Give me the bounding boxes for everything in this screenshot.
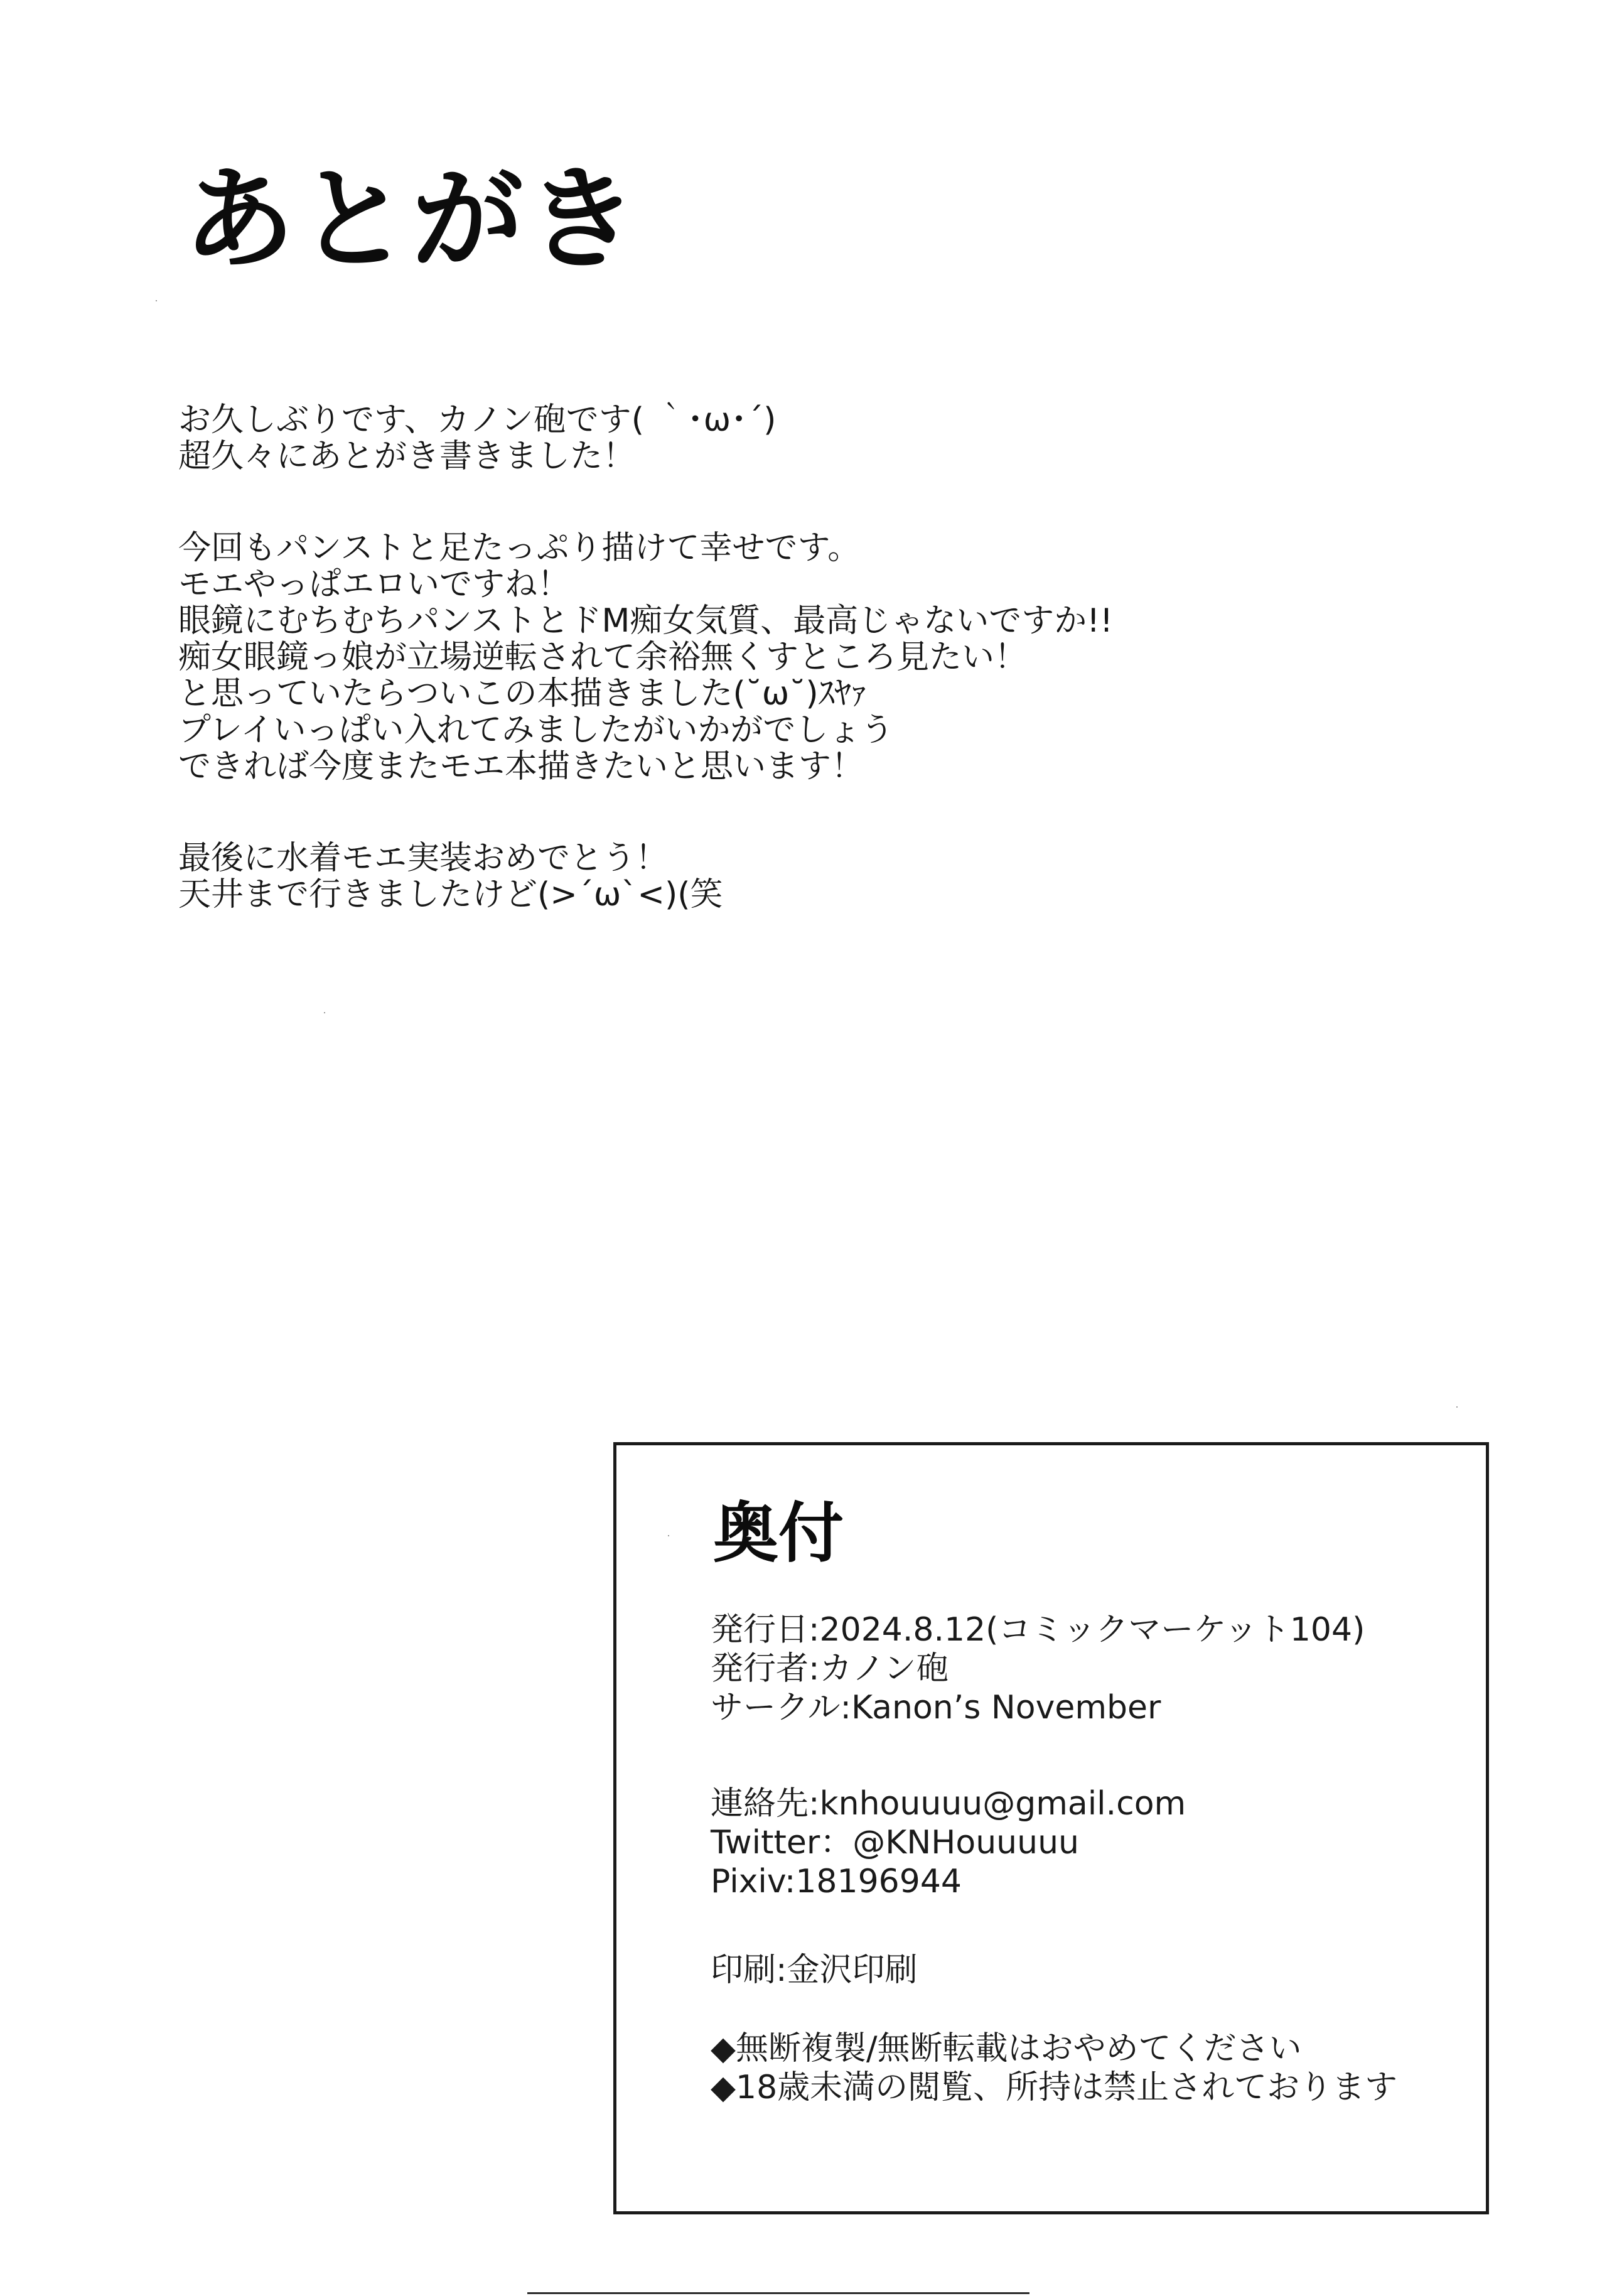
afterword-line: 天井まで行きましたけど(>´ω`<)(笑: [178, 876, 723, 914]
scan-speck: [156, 300, 157, 301]
colophon-title: 奥付: [713, 1495, 844, 1571]
colophon-printing: [711, 1951, 918, 1990]
publisher: 発行者:カノン砲: [711, 1650, 949, 1688]
colophon-contact-info: [711, 1784, 1186, 1901]
afterword-line: と思っていたらついこの本描きました(˘ω˘)ｽﾔｧ: [178, 675, 868, 713]
colophon-box: [613, 1442, 1489, 2214]
afterword-line: 痴女眼鏡っ娘が立場逆転されて余裕無くすところ見たい！: [178, 639, 1028, 676]
afterword-line: モエやっぱエロいですね！: [178, 566, 571, 603]
afterword-line: お久しぶりです、カノン砲です( ｀･ω･´): [178, 401, 777, 439]
afterword-line: できれば今度またモエ本描きたいと思います！: [178, 748, 864, 785]
bottom-rule: [527, 2292, 1029, 2294]
afterword-title: あとがき: [183, 154, 640, 284]
afterword-line: 超久々にあとがき書きました！: [178, 438, 636, 475]
afterword-paragraph-greeting: [178, 402, 1371, 475]
afterword-body: [178, 402, 1371, 968]
afterword-paragraph-closing: [178, 840, 1371, 913]
notice-no-reproduction: ◆無断複製/無断転載はおやめてください: [711, 2030, 1302, 2067]
printer: 印刷:金沢印刷: [711, 1951, 918, 1989]
pixiv-id: Pixiv:18196944: [711, 1863, 962, 1900]
afterword-line: 最後に水着モエ実装おめでとう！: [178, 839, 669, 877]
afterword-line: 眼鏡にむちむちパンストとドM痴女気質、最高じゃないですか!!: [178, 602, 1113, 640]
contact-email: 連絡先:knhouuuu@gmail.com: [711, 1785, 1186, 1823]
afterword-paragraph-main: [178, 530, 1371, 785]
twitter-handle: Twitter：@KNHouuuuu: [711, 1824, 1079, 1862]
circle-name: サークル:Kanon’s November: [711, 1689, 1161, 1727]
colophon-notices: [711, 2029, 1397, 2107]
afterword-line: 今回もパンストと足たっぷり描けて幸せです。: [178, 529, 861, 567]
afterword-line: プレイいっぱい入れてみましたがいかがでしょう: [178, 711, 894, 749]
scan-speck: [1456, 1406, 1458, 1408]
release-date: 発行日:2024.8.12(コミックマーケット104): [711, 1611, 1365, 1649]
scan-speck: [668, 1535, 669, 1536]
colophon-publication-info: [711, 1610, 1365, 1727]
notice-age-restriction: ◆18歳未満の閲覧、所持は禁止されております: [711, 2069, 1398, 2106]
scan-speck: [324, 1012, 325, 1013]
